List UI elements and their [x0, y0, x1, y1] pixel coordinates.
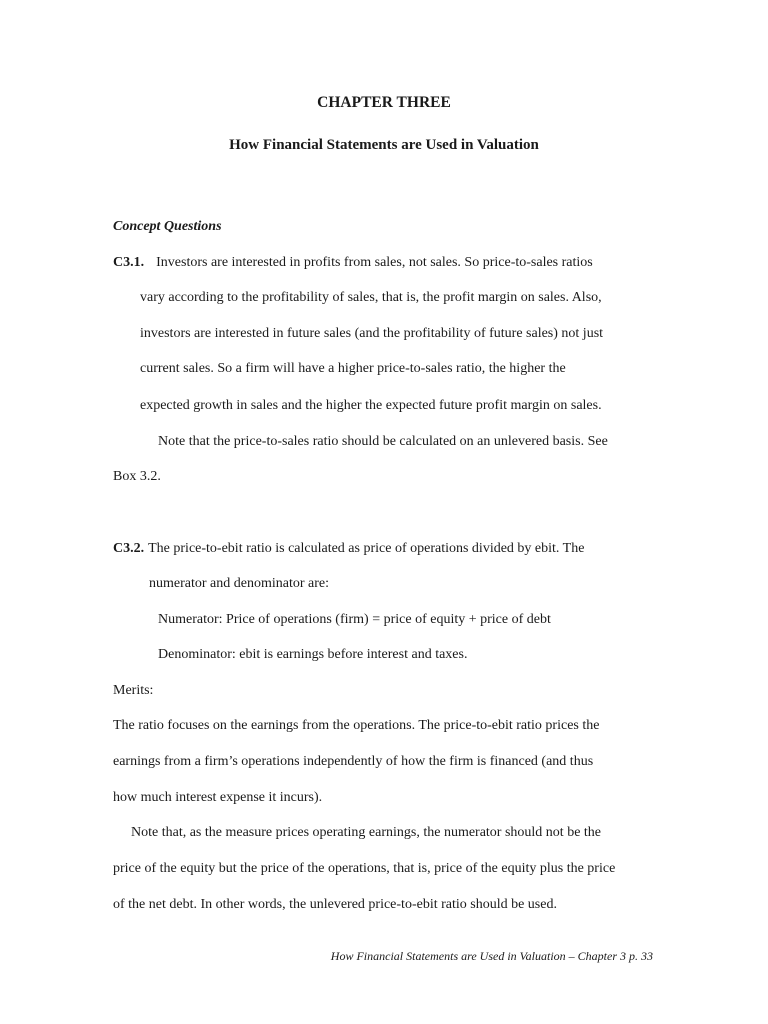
chapter-title: How Financial Statements are Used in Valuation	[229, 137, 539, 153]
numerator-line: Numerator: Price of operations (firm) = price of equity + price of debt	[158, 612, 551, 627]
section-heading: Concept Questions	[113, 219, 222, 234]
question-c31-line-1	[113, 254, 593, 272]
question-c31-line-4: current sales. So a firm will have a higher price-to-sales ratio, the higher the	[140, 361, 566, 376]
chapter-heading: CHAPTER THREE	[317, 94, 451, 111]
page-footer: How Financial Statements are Used in Valuation – Chapter 3 p. 33	[330, 949, 653, 963]
merits-p1-line-1: The ratio focuses on the earnings from the operations. The price-to-ebit ratio prices the	[113, 718, 600, 733]
question-c31-line-6: Note that the price-to-sales ratio should be calculated on an unlevered basis. See	[158, 434, 608, 449]
question-c31-line-3: investors are interested in future sales (and the profitability of future sales) not just	[140, 326, 604, 341]
text: Investors are interested in profits from sales, not sales. So price-to-sales ratios	[156, 255, 593, 270]
question-c32-line-1	[113, 540, 584, 558]
merits-p1-line-2: earnings from a firm’s operations independently of how the firm is financed (and thus	[113, 754, 594, 769]
question-c31-line-7: Box 3.2.	[113, 469, 161, 484]
question-c32-line-2: numerator and denominator are:	[149, 576, 329, 591]
question-label: C3.1.	[113, 255, 145, 270]
question-c31-line-2: vary according to the profitability of sales, that is, the profit margin on sales. Also,	[140, 290, 602, 305]
question-c31-line-5: expected growth in sales and the higher the expected future profit margin on sales.	[140, 398, 602, 413]
question-label: C3.2.	[113, 541, 145, 556]
merits-p2-line-3: of the net debt. In other words, the unlevered price-to-ebit ratio should be used.	[113, 897, 557, 912]
merits-p1-line-3: how much interest expense it incurs).	[113, 790, 323, 805]
merits-p2-line-1: Note that, as the measure prices operating earnings, the numerator should not be the	[131, 825, 602, 840]
text: The price-to-ebit ratio is calculated as price of operations divided by ebit. The	[148, 541, 585, 556]
merits-label: Merits:	[113, 683, 154, 698]
denominator-line: Denominator: ebit is earnings before interest and taxes.	[158, 647, 468, 662]
merits-p2-line-2: price of the equity but the price of the operations, that is, price of the equity plus the price	[113, 861, 616, 876]
